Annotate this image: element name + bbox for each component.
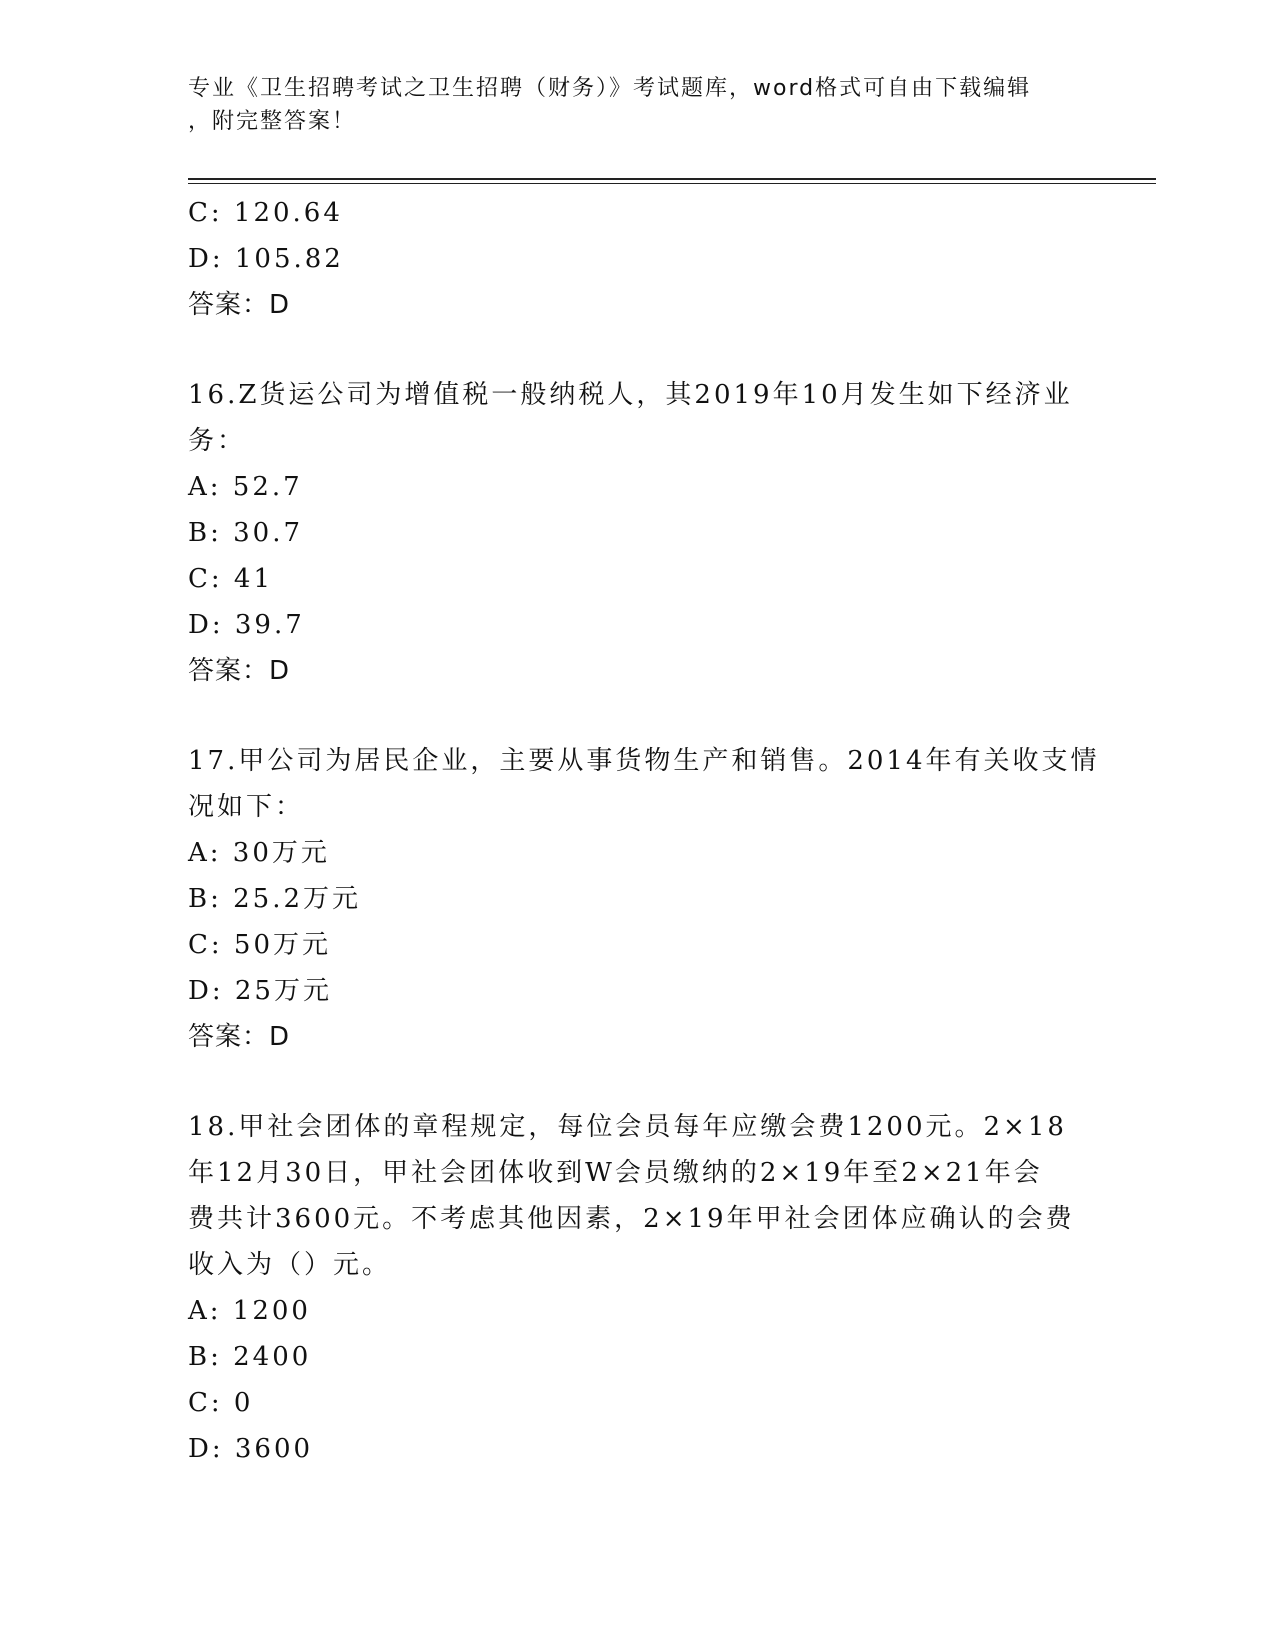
header-line-2: ，附完整答案！	[188, 109, 357, 134]
option-a: A: 52.7	[188, 472, 303, 502]
question-list	[188, 190, 1100, 1472]
question-fragment	[188, 190, 1088, 328]
header-line-1: 专业《卫生招聘考试之卫生招聘（财务）》考试题库，word格式可自由下载编辑	[188, 76, 1032, 101]
question-stem: 年12月30日，甲社会团体收到W会员缴纳的2×19年至2×21年会	[188, 1158, 1043, 1188]
spacer	[188, 694, 1088, 738]
option-a: A: 30万元	[188, 838, 330, 868]
question-stem: 费共计3600元。不考虑其他因素，2×19年甲社会团体应确认的会费	[188, 1204, 1075, 1234]
option-d: D: 25万元	[188, 976, 332, 1006]
question-18	[188, 1104, 1088, 1472]
question-stem: 16.Z货运公司为增值税一般纳税人，其2019年10月发生如下经济业	[188, 380, 1073, 410]
option-b: B: 2400	[188, 1342, 312, 1372]
answer-line: 答案：D	[188, 290, 291, 320]
question-stem: 收入为（）元。	[188, 1250, 392, 1280]
option-d: D: 39.7	[188, 610, 305, 640]
answer-line: 答案：D	[188, 1022, 291, 1052]
option-a: A: 1200	[188, 1296, 311, 1326]
answer-line: 答案：D	[188, 656, 291, 686]
question-16	[188, 372, 1088, 694]
question-stem: 17.甲公司为居民企业，主要从事货物生产和销售。2014年有关收支情	[188, 746, 1100, 776]
header-divider-thin	[188, 183, 1156, 184]
option-c: C: 50万元	[188, 930, 332, 960]
option-c: C: 0	[188, 1388, 254, 1418]
option-d: D: 105.82	[188, 244, 344, 274]
question-stem: 况如下：	[188, 792, 305, 822]
option-c: C: 120.64	[188, 198, 343, 228]
question-17	[188, 738, 1100, 1060]
option-d: D: 3600	[188, 1434, 314, 1464]
option-b: B: 25.2万元	[188, 884, 362, 914]
question-stem: 务：	[188, 426, 247, 456]
header-divider-thick	[188, 178, 1156, 180]
spacer	[188, 1060, 1088, 1104]
spacer	[188, 328, 1088, 372]
document-header	[188, 72, 1088, 138]
question-stem: 18.甲社会团体的章程规定，每位会员每年应缴会费1200元。2×18	[188, 1112, 1067, 1142]
option-b: B: 30.7	[188, 518, 304, 548]
option-c: C: 41	[188, 564, 274, 594]
